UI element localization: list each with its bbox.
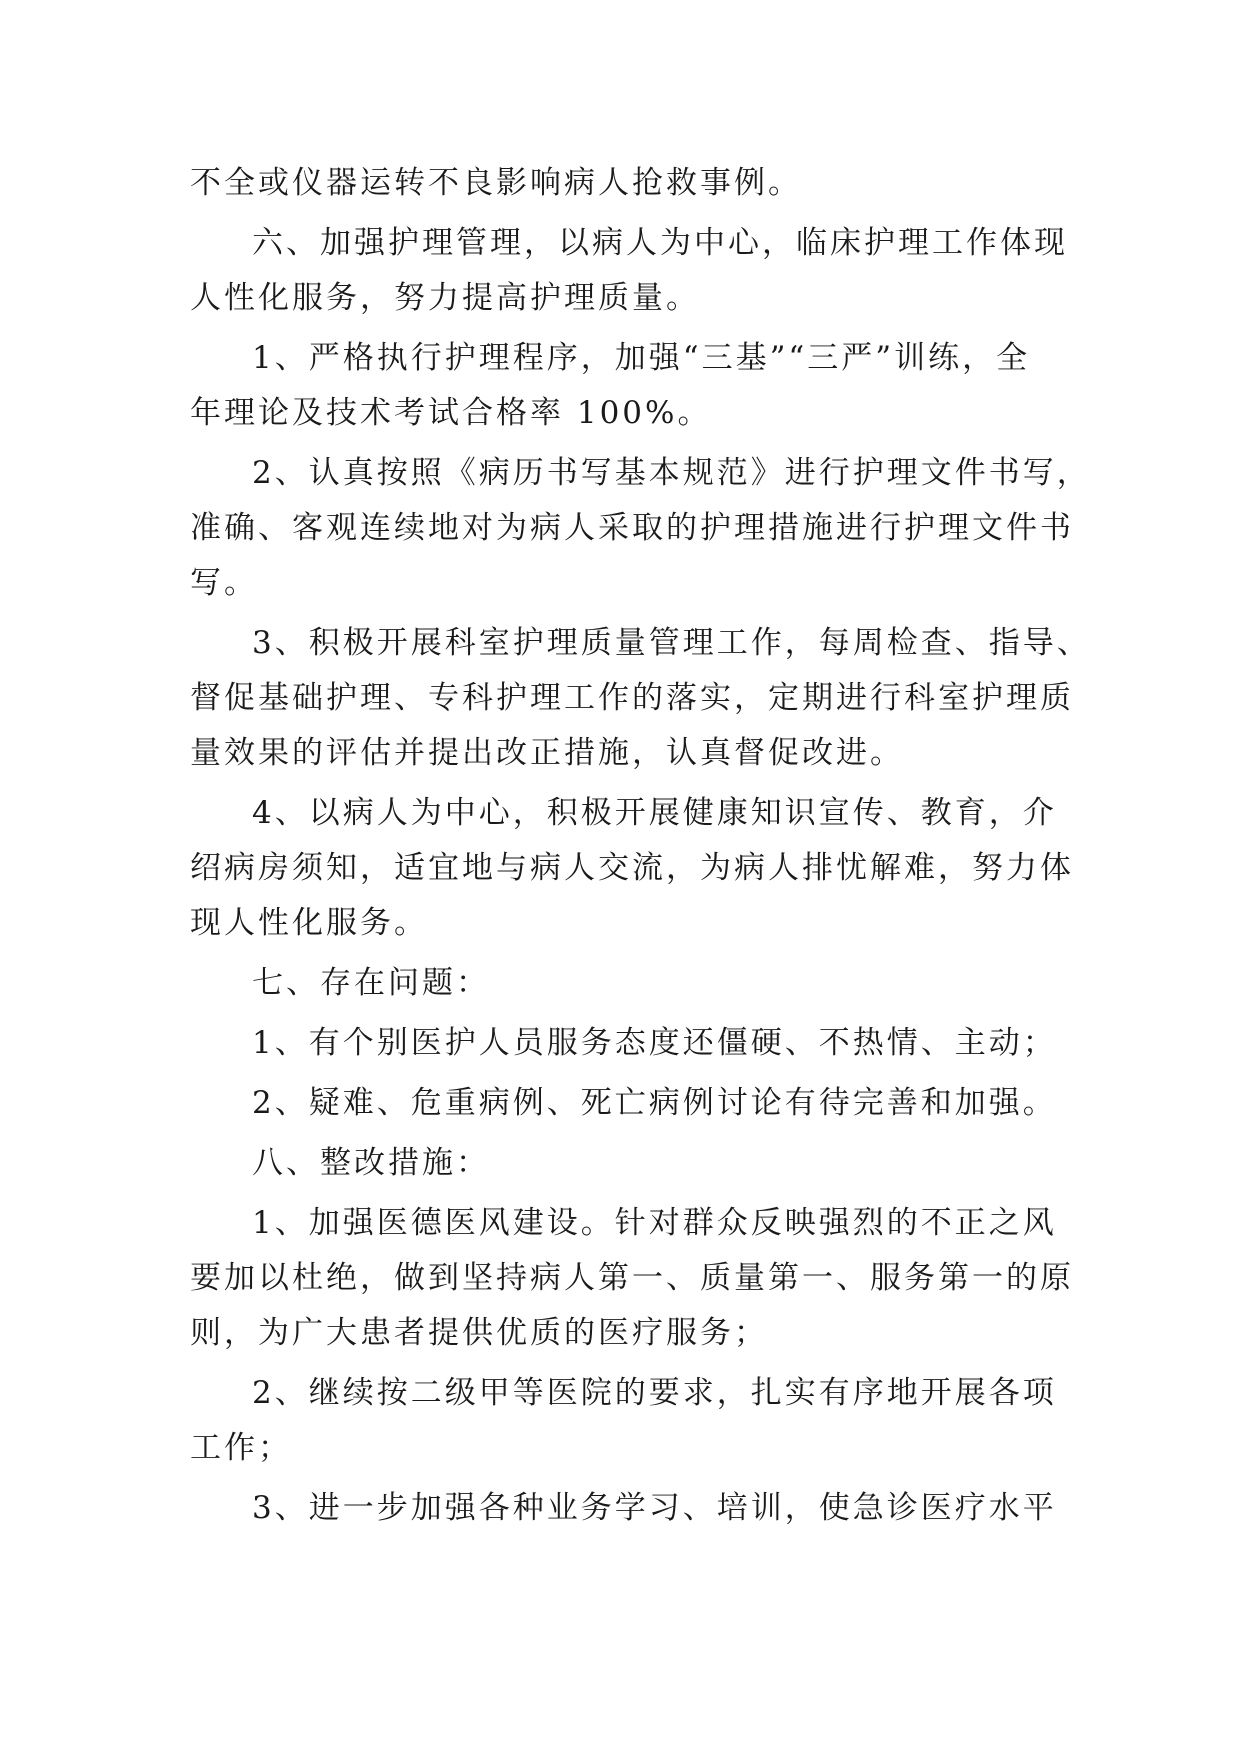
text-line: 现人性化服务。 [190,905,428,941]
text-line: 准确、客观连续地对为病人采取的护理措施进行护理文件书 [190,510,1074,546]
list-item: 2、认真按照《病历书写基本规范》进行护理文件书写， [252,455,1091,491]
text-line: 绍病房须知，适宜地与病人交流，为病人排忧解难，努力体 [190,850,1074,886]
section-heading: 八、整改措施： [252,1145,490,1181]
text-line: 督促基础护理、专科护理工作的落实，定期进行科室护理质 [190,680,1074,716]
text-line: 写。 [190,565,258,601]
text-line: 不全或仪器运转不良影响病人抢救事例。 [190,165,802,201]
list-item: 1、加强医德医风建设。针对群众反映强烈的不正之风 [252,1205,1057,1241]
list-item: 2、疑难、危重病例、死亡病例讨论有待完善和加强。 [252,1085,1057,1121]
text-line: 则，为广大患者提供优质的医疗服务； [190,1315,768,1351]
list-item: 3、积极开展科室护理质量管理工作，每周检查、指导、 [252,625,1091,661]
list-item: 3、进一步加强各种业务学习、培训，使急诊医疗水平 [252,1490,1057,1526]
text-line: 工作； [190,1430,292,1466]
list-item: 4、以病人为中心，积极开展健康知识宣传、教育，介 [252,795,1057,831]
list-item: 1、有个别医护人员服务态度还僵硬、不热情、主动； [252,1025,1057,1061]
section-heading: 七、存在问题： [252,965,490,1001]
text-line: 要加以杜绝，做到坚持病人第一、质量第一、服务第一的原 [190,1260,1074,1296]
text-line: 年理论及技术考试合格率 100%。 [190,395,712,431]
section-heading: 六、加强护理管理，以病人为中心，临床护理工作体现 [252,225,1068,261]
list-item: 1、严格执行护理程序，加强“三基”“三严”训练，全 [252,340,1031,376]
text-line: 人性化服务，努力提高护理质量。 [190,280,700,316]
list-item: 2、继续按二级甲等医院的要求，扎实有序地开展各项 [252,1375,1057,1411]
text-line: 量效果的评估并提出改正措施，认真督促改进。 [190,735,904,771]
